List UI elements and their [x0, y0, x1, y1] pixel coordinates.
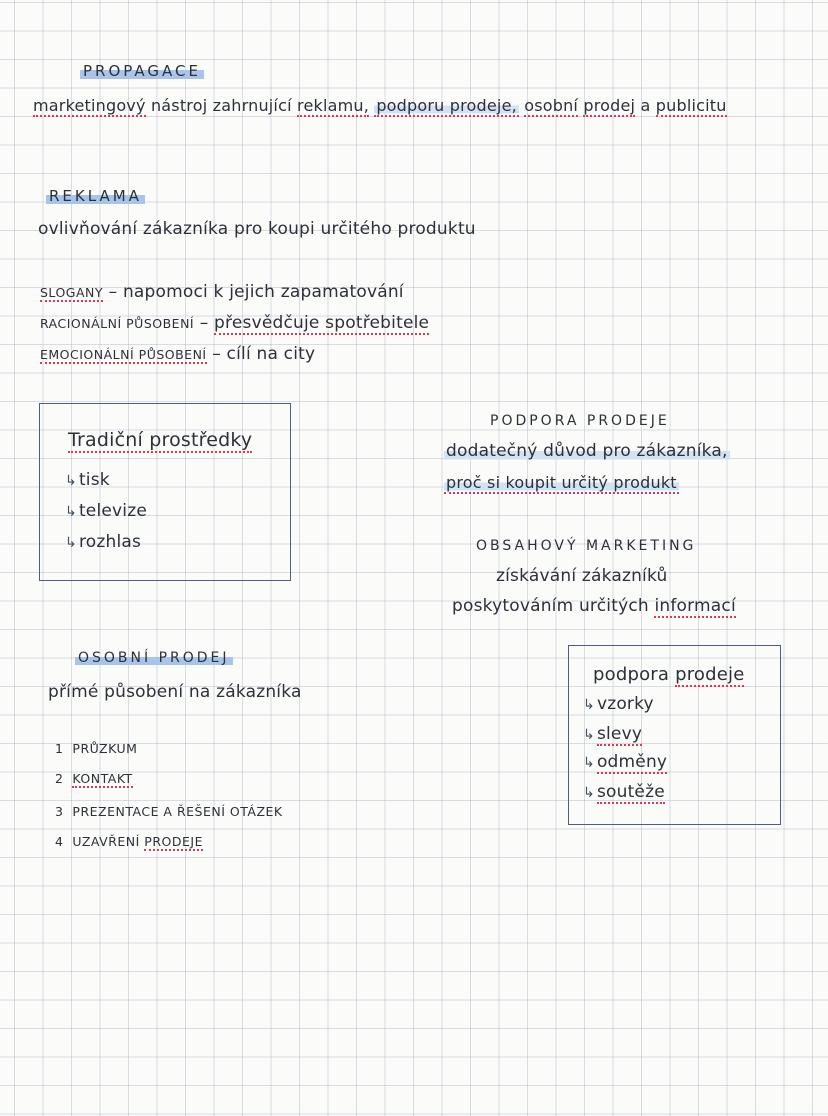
- propagace-heading: PROPAGACE: [80, 62, 204, 80]
- arrow-icon: ↳: [583, 727, 595, 743]
- reklama-item: SLOGANY – napomoci k jejich zapamatování: [40, 282, 404, 302]
- arrow-icon: ↳: [65, 504, 77, 520]
- step-item: 3 PREZENTACE A ŘEŠENÍ OTÁZEK: [55, 804, 283, 819]
- step-item: 2 KONTAKT: [55, 771, 133, 786]
- reklama-heading: REKLAMA: [46, 187, 145, 205]
- box-item: ↳ soutěže: [583, 782, 665, 802]
- podpora-prodeje-line2: proč si koupit určitý produkt: [446, 473, 677, 492]
- tradicni-prostredky-box: [39, 403, 291, 581]
- reklama-item: EMOCIONÁLNÍ PŮSOBENÍ – cílí na city: [40, 344, 316, 364]
- reklama-item: RACIONÁLNÍ PŮSOBENÍ – přesvědčuje spotřebitele: [40, 313, 430, 333]
- arrow-icon: ↳: [583, 755, 595, 771]
- podpora-prodeje-line1: dodatečný důvod pro zákazníka,: [446, 441, 728, 461]
- box-title: Tradiční prostředky: [68, 429, 253, 451]
- reklama-definition: ovlivňování zákazníka pro koupi určitého produktu: [38, 219, 476, 239]
- box-item: ↳ vzorky: [583, 694, 654, 714]
- arrow-icon: ↳: [583, 697, 595, 713]
- podpora-prodeje-box: [568, 645, 781, 825]
- box-item: ↳ tisk: [65, 470, 110, 490]
- box-item: ↳ odměny: [583, 752, 668, 772]
- podpora-prodeje-heading: PODPORA PRODEJE: [490, 413, 670, 429]
- arrow-icon: ↳: [65, 473, 77, 489]
- box-item: ↳ rozhlas: [65, 532, 142, 552]
- osobni-prodej-heading: OSOBNÍ PRODEJ: [75, 650, 233, 666]
- arrow-icon: ↳: [583, 785, 595, 801]
- box-item: ↳ slevy: [583, 724, 643, 744]
- osobni-prodej-definition: přímé působení na zákazníka: [48, 682, 302, 702]
- propagace-definition: marketingový nástroj zahrnující reklamu, podporu prodeje, osobní prodej a publicitu: [33, 96, 727, 115]
- box-title: podpora prodeje: [593, 664, 745, 685]
- obsahovy-marketing-heading: OBSAHOVÝ MARKETING: [476, 538, 697, 554]
- arrow-icon: ↳: [65, 535, 77, 551]
- obsahovy-marketing-line2: poskytováním určitých informací: [452, 596, 736, 616]
- obsahovy-marketing-line1: získávání zákazníků: [496, 566, 668, 586]
- step-item: 1 PRŮZKUM: [55, 741, 138, 756]
- step-item: 4 UZAVŘENÍ PRODEJE: [55, 834, 203, 849]
- box-item: ↳ televize: [65, 501, 148, 521]
